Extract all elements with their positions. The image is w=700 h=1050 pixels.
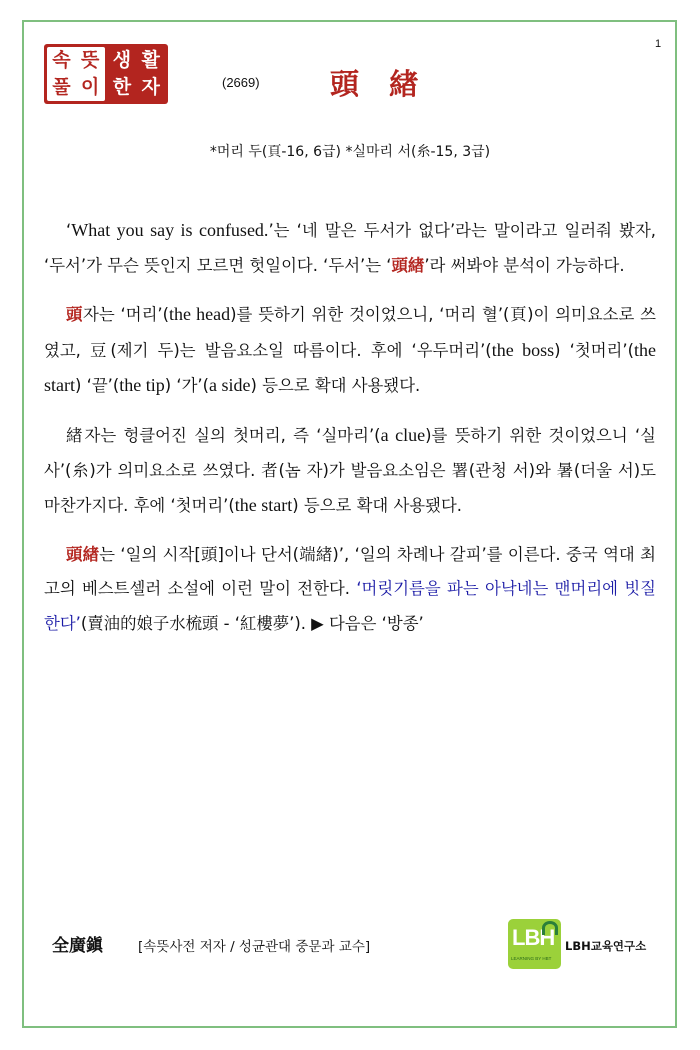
series-logo (44, 44, 168, 104)
author-name: 全廣鎭 (52, 936, 103, 956)
quoted-saying: ‘머릿기름을 파는 아낙네는 맨머리에 빗질한다’ (44, 579, 657, 633)
english-phrase: a clue (380, 424, 426, 445)
page-title: 頭 緖 (330, 67, 429, 101)
text-run: ’는 ‘네 말은 두서가 없다’라는 말이라고 일러줘 봤자, ‘두서’가 무슨 뜻인지 모르면 헛일이다. ‘두서’는 ‘ (44, 221, 656, 275)
text-run: ) ‘가’( (164, 376, 210, 396)
article-code: (2669) (222, 75, 260, 90)
text-run: (賣油的娘子水梳頭 - ‘紅樓夢’). ▶ 다음은 ‘방종’ (80, 613, 424, 633)
text-run: ) ‘첫머리’( (554, 340, 634, 360)
english-phrase: the head (169, 304, 231, 325)
paragraph-4 (44, 538, 656, 642)
english-phrase: the tip (119, 375, 165, 396)
logo-char: 이 (80, 76, 100, 98)
text-run: 緖자는 헝클어진 실의 첫머리, 즉 ‘실마리’( (66, 425, 381, 445)
character-info: *머리 두(頁-16, 6급) *실마리 서(糸-15, 3급) (209, 144, 491, 160)
author-description: [속뜻사전 저자 / 성균관대 중문과 교수] (138, 939, 371, 955)
text-run: ) ‘끝’( (75, 376, 120, 396)
swoosh-icon (542, 921, 558, 935)
highlight-hanja: 頭 (66, 305, 84, 325)
paragraph-3 (44, 418, 656, 524)
english-phrase: the start (44, 339, 656, 396)
text-run: )를 뜻하기 위한 것이었으니 ‘실 사’(糸)가 의미요소로 쓰였다. 者(놈 자)가 발음요소임은 署(관청 서)와 暑(더울 서)도 마찬가지다. 후에 ‘첫머리’( (44, 425, 657, 516)
text-run: ‘ (66, 221, 72, 240)
logo-char: 자 (141, 76, 160, 98)
text-run: 자는 ‘머리’( (83, 305, 170, 325)
highlight-hanja: 頭緖 (66, 544, 100, 564)
english-phrase: the start (234, 495, 293, 516)
english-phrase: the boss (491, 339, 555, 360)
logo-char: 활 (141, 49, 160, 71)
logo-left-block (47, 47, 105, 101)
text-run: 는 ‘일의 시작[頭]이나 단서(端緖)’, ‘일의 차례나 갈피’를 이른다. 중국 역대 최고의 베스트셀러 소설에 이런 말이 전한다. (44, 544, 656, 599)
logo-char: 한 (112, 76, 132, 98)
text-run: )를 뜻하기 위한 것이었으니, ‘머리 혈’(頁)이 의미요소로 쓰였고, 豆(제기 두)는 발음요소일 따름이다. 후에 ‘우두머리’( (44, 305, 657, 360)
text-run: ) 등으로 확대 사용됐다. (292, 496, 463, 516)
paragraph-1 (44, 213, 656, 283)
logo-char: 풀 (52, 76, 71, 98)
logo-char: 속 (52, 49, 71, 71)
page-number: 1 (655, 38, 662, 50)
article-body (44, 213, 656, 656)
text-run: ’라 써봐야 분석이 가능하다. (424, 255, 625, 275)
institute-name: LBH교육연구소 (565, 939, 647, 953)
lbh-logo-letters: LBH (512, 925, 555, 950)
logo-right-block (108, 47, 166, 101)
logo-char: 생 (112, 49, 132, 71)
english-phrase: What you say is confused. (71, 220, 269, 240)
lbh-logo-tagline: LEARNING BY HBT (511, 956, 552, 961)
english-phrase: a side (209, 375, 251, 396)
highlight-hanja: 頭緖 (391, 255, 425, 275)
text-run: ) 등으로 확대 사용됐다. (250, 376, 421, 396)
paragraph-2 (44, 297, 656, 404)
logo-char: 뜻 (80, 49, 100, 71)
lbh-logo (508, 919, 561, 969)
